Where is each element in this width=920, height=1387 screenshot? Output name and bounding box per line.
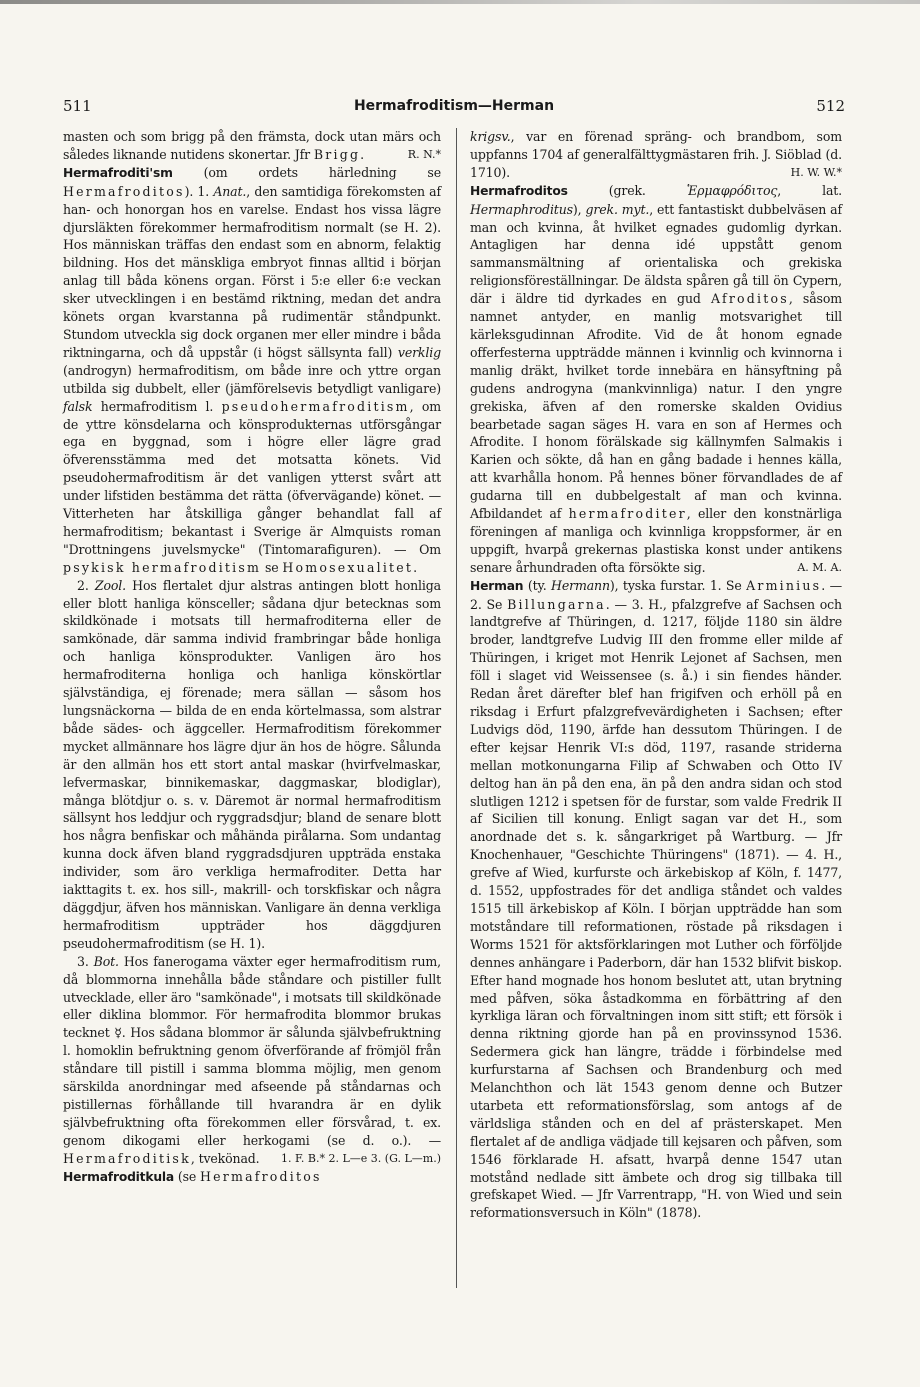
cross-ref-brigg: Brigg. bbox=[313, 146, 367, 162]
article-brigg-end: masten och som brigg på den främsta, dock utan märs och således liknande nutidens skonertar. Jfr Brigg. R. N.* bbox=[63, 129, 441, 162]
page-number-right: 512 bbox=[816, 97, 845, 115]
headword-hermafroditism: Hermafroditi'sm bbox=[63, 165, 173, 180]
section-anat: Anat. bbox=[213, 183, 247, 199]
headword-hermafroditkula: Hermafroditkula bbox=[63, 1169, 175, 1184]
cross-ref-hermafroditos: Hermafroditos bbox=[63, 183, 185, 199]
section-zool: 2. Zool. Hos flertalet djur alstras antingen blott honliga eller blott hanliga könsceller; sådana djur betecknas som skildkönade i motsats till hermafroditerna eller de samkönade, där samma individ frambringar både honliga och hanliga könsprodukter. Vanligen äro hos hermafroditerna honliga och hanliga könskörtlar självständiga, ej förenade; mera sällan — såsom hos lungsnäckorna — bilda de en enda körtelmassa, som alstrar både sädes- och äggceller. Hermafroditism förekommer mycket allmännare hos lägre djur än hos de högre. Sålunda är den allmän hos ett stort antal maskar (hvirfvelmaskar, lefvermaskar, binnikemaskar, daggmaskar, blodiglar), många blötdjur o. s. v. Däremot är normal hermafroditism sällsynt hos leddjur och ryggradsdjur; bland de senare blott hos några benfiskar och måhända pirålarna. Som undantag kunna dock äfven bland ryggradsdjuren uppträda enstaka individer, som äro verkliga hermafroditer. Detta har iakttagits t. ex. hos sill-, makrill- och torskfiskar och några däggdjur, äfven hos människan. Vanligare än denna verkliga hermafroditism uppträder hos däggdjuren pseudohermafroditism (se H. 1). bbox=[63, 577, 441, 951]
cross-ref-homosexualitet: Homosexualitet. bbox=[282, 559, 420, 575]
left-column bbox=[63, 128, 441, 1288]
cross-ref-arminius: Arminius bbox=[746, 577, 822, 593]
cross-ref-billungarna: Billungarna bbox=[507, 596, 606, 612]
greek-term: Ἑρμαφρόδιτος bbox=[686, 182, 778, 198]
scan-edge bbox=[0, 0, 920, 4]
article-hermafroditkula-cont: krigsv., var en förenad spräng- och brandbom, som uppfanns 1704 af generalfälttygmästaren frih. J. Siöblad (d. 1710). H. W. W.* bbox=[470, 129, 842, 180]
running-title: Hermafroditism—Herman bbox=[353, 98, 555, 114]
article-hermafroditos: Hermafroditos (grek. Ἑρμαφρόδιτος, lat. Hermaphroditus), grek. myt., ett fantastiskt dubbelväsen af man och kvinna, åt hvilket egnades gudomlig dyrkan. Antagligen har denna idé uppstått genom sammansmältning af orientaliska och grekiska religionsföreställningar. De äldsta spåren gå till ön Cypern, där i äldre tid dyrkades en gud Afroditos, såsom namnet antyder, en manlig motsvarighet till kärleksgudinnan Afrodite. Vid de åt honom egnade offerfesterna uppträdde männen i kvinnlig och kvinnorna i manlig dräkt, hvilket torde innebära en hänsyftning på gudens androgyna (mankvinnliga) natur. I den yngre grekiska, äfven af den romerske skalden Ovidius bearbetade sagan säges H. vara en son af Hermes och Afrodite. I honom förälskade sig källnymfen Salmakis i Karien och sökte, då han en gång badade i hennes källa, att kvarhålla honom. På hennes böner förvandlades de af gudarna till en dubbelgestalt af man och kvinna. Afbildandet af hermafroditer, eller den konstnärliga föreningen af manliga och kvinnliga kroppsformer, är en uppgift, hvarpå grekernas plastiska konst under antikens senare århundraden ofta försökte sig. A. M. A. bbox=[470, 182, 843, 575]
column-divider bbox=[456, 128, 457, 1288]
headword-herman: Herman bbox=[470, 578, 524, 593]
cross-ref-hermafroditisk: Hermafroditisk bbox=[63, 1150, 191, 1166]
right-column bbox=[470, 128, 842, 1288]
article-hermafroditkula: Hermafroditkula (se Hermafroditos bbox=[63, 1168, 322, 1184]
page-number-left: 511 bbox=[63, 97, 92, 115]
signature: H. W. W.* bbox=[790, 165, 842, 179]
signatures: 1. F. B.* 2. L—e 3. (G. L—m.) bbox=[281, 1151, 441, 1165]
page-header bbox=[63, 96, 845, 116]
term-pseudohermafroditism: pseudohermafroditism bbox=[221, 398, 410, 414]
article-hermafroditism: Hermafroditi'sm (om ordets härledning se Hermafroditos). 1. Anat., den samtidiga förekomsten af han- och honorgan hos en varelse. Endast hos vissa lägre djursläkten förekommer hermafroditism normalt (se H. 2). Hos människan träffas den endast som en abnorm, felaktig bildning. Hos det mänskliga embryot finnas alltid i början anlag till båda könens organ. Först i 5:e eller 6:e veckan sker utvecklingen i en bestämd riktning, medan det andra könets organ kvarstanna på rudimentär ståndpunkt. Stundom utveckla sig dock organen mer eller mindre i båda riktningarna, och då uppstår (i högst sällsynta fall) verklig (androgyn) hermafroditism, om både inre och yttre organ utbilda sig dubbelt, eller (jämförelsevis betydligt vanligare) falsk hermafroditism l. pseudohermafroditism, om de yttre könsdelarna och könsprodukternas utförsgångar ega en byggnad, som i högre eller lägre grad öfverensstämma med det motsatta könets. Vid pseudohermafroditism är det vanligen ytterst svårt att under lifstiden bestämma det rätta (öfvervägande) könet. — Vitterheten har åtskilliga gånger behandlat fall af hermafroditism; bekantast i Sverige är Almquists roman "Drottningens juvelsmycke" (Tintomarafiguren). — Om psykisk hermafroditism se Homosexualitet. bbox=[63, 164, 441, 575]
article-herman: Herman (ty. Hermann), tyska furstar. 1. Se Arminius. — 2. Se Billungarna. — 3. H., pfalzgrefve af Sachsen och landtgrefve af Thüringen, d. 1217, följde 1180 sin äldre broder, landtgrefve Ludvig III den fromme eller milde af Thüringen, i kriget mot Henrik Lejonet af Sachsen, men föll i slaget vid Weissensee (s. å.) i sin fiendes händer. Redan året därefter blef han frigifven och erhöll på en riksdag i Erfurt pfalzgrefvevärdigheten i Sachsen; efter Ludvigs död, 1190, ärfde han dessutom Thüringen. I de efter kejsar Henrik VI:s död, 1197, rasande striderna mellan motkonungarna Filip af Schwaben och Otto IV deltog han än på den ena, än på den andra sidan och stod slutligen 1212 i spetsen för de furstar, som valde Fredrik II af Sicilien till konung. Enligt sagan var det H., som anordnade det s. k. sångarkriget på Wartburg. — Jfr Knochenhauer, "Geschichte Thüringens" (1871). — 4. H., grefve af Wied, kurfurste och ärkebiskop af Köln, f. 1477, d. 1552, uppfostrades för det andliga ståndet och valdes 1515 till ärkebiskop af Köln. I början uppträdde han som motståndare till reformationen, röstade på riksdagen i Worms 1521 för aktsförklaringen mot Luther och förföljde dennes anhängare i Paderborn, där han 1532 blifvit biskop. Efter hand mognade hos honom beslutet att, utan brytning med påfven, söka åstadkomma en förbättring af den kyrkliga läran och förvaltningen inom sitt stift; ett försök i denna riktning gjorde han på en provinssynod 1536. Sedermera gick han längre, trädde i förbindelse med kurfurstarna af Sachsen och Brandenburg och med Melanchthon och lät 1543 genom denne och Butzer utarbeta ett reformationsförslag, som antogs af de världsliga stånden och en del af prästerskapet. Men flertalet af de andliga vädjade till kejsaren och påfven, som 1546 förklarade H. afsatt, hvarpå denne 1547 utan motstånd nedlade sitt ämbete och drog sig tillbaka till grefskapet Wied. — Jfr Varrentrapp, "H. von Wied und sein reformationsversuch in Köln" (1878). bbox=[470, 577, 842, 1221]
section-bot: 3. Bot. Hos fanerogama växter eger hermafroditism rum, då blommorna innehålla både ståndare och pistiller fullt utvecklade, eller äro "samkönade", i motsats till skildkönade eller diklina blommor. För hermafrodita blommor brukas tecknet ☿. Hos sådana blommor är sålunda självbefruktning l. homoklin befruktning genom öfverförande af frömjöl från ståndare till pistill i samma blomma möjlig, men genom särskilda anordningar med afseende på ståndarnas och pistillernas förhållande till hvarandra är en dylik självbefruktning ofta förekommen eller försvårad, t. ex. genom dikogami eller herkogami (se d. o.). — Hermafroditisk, tvekönad. 1. F. B.* 2. L—e 3. (G. L—m.) bbox=[63, 953, 441, 1166]
signature: A. M. A. bbox=[797, 560, 842, 574]
term-psykisk: psykisk hermafroditism bbox=[63, 559, 262, 575]
signature: R. N.* bbox=[407, 147, 441, 161]
headword-hermafroditos: Hermafroditos bbox=[470, 183, 568, 198]
